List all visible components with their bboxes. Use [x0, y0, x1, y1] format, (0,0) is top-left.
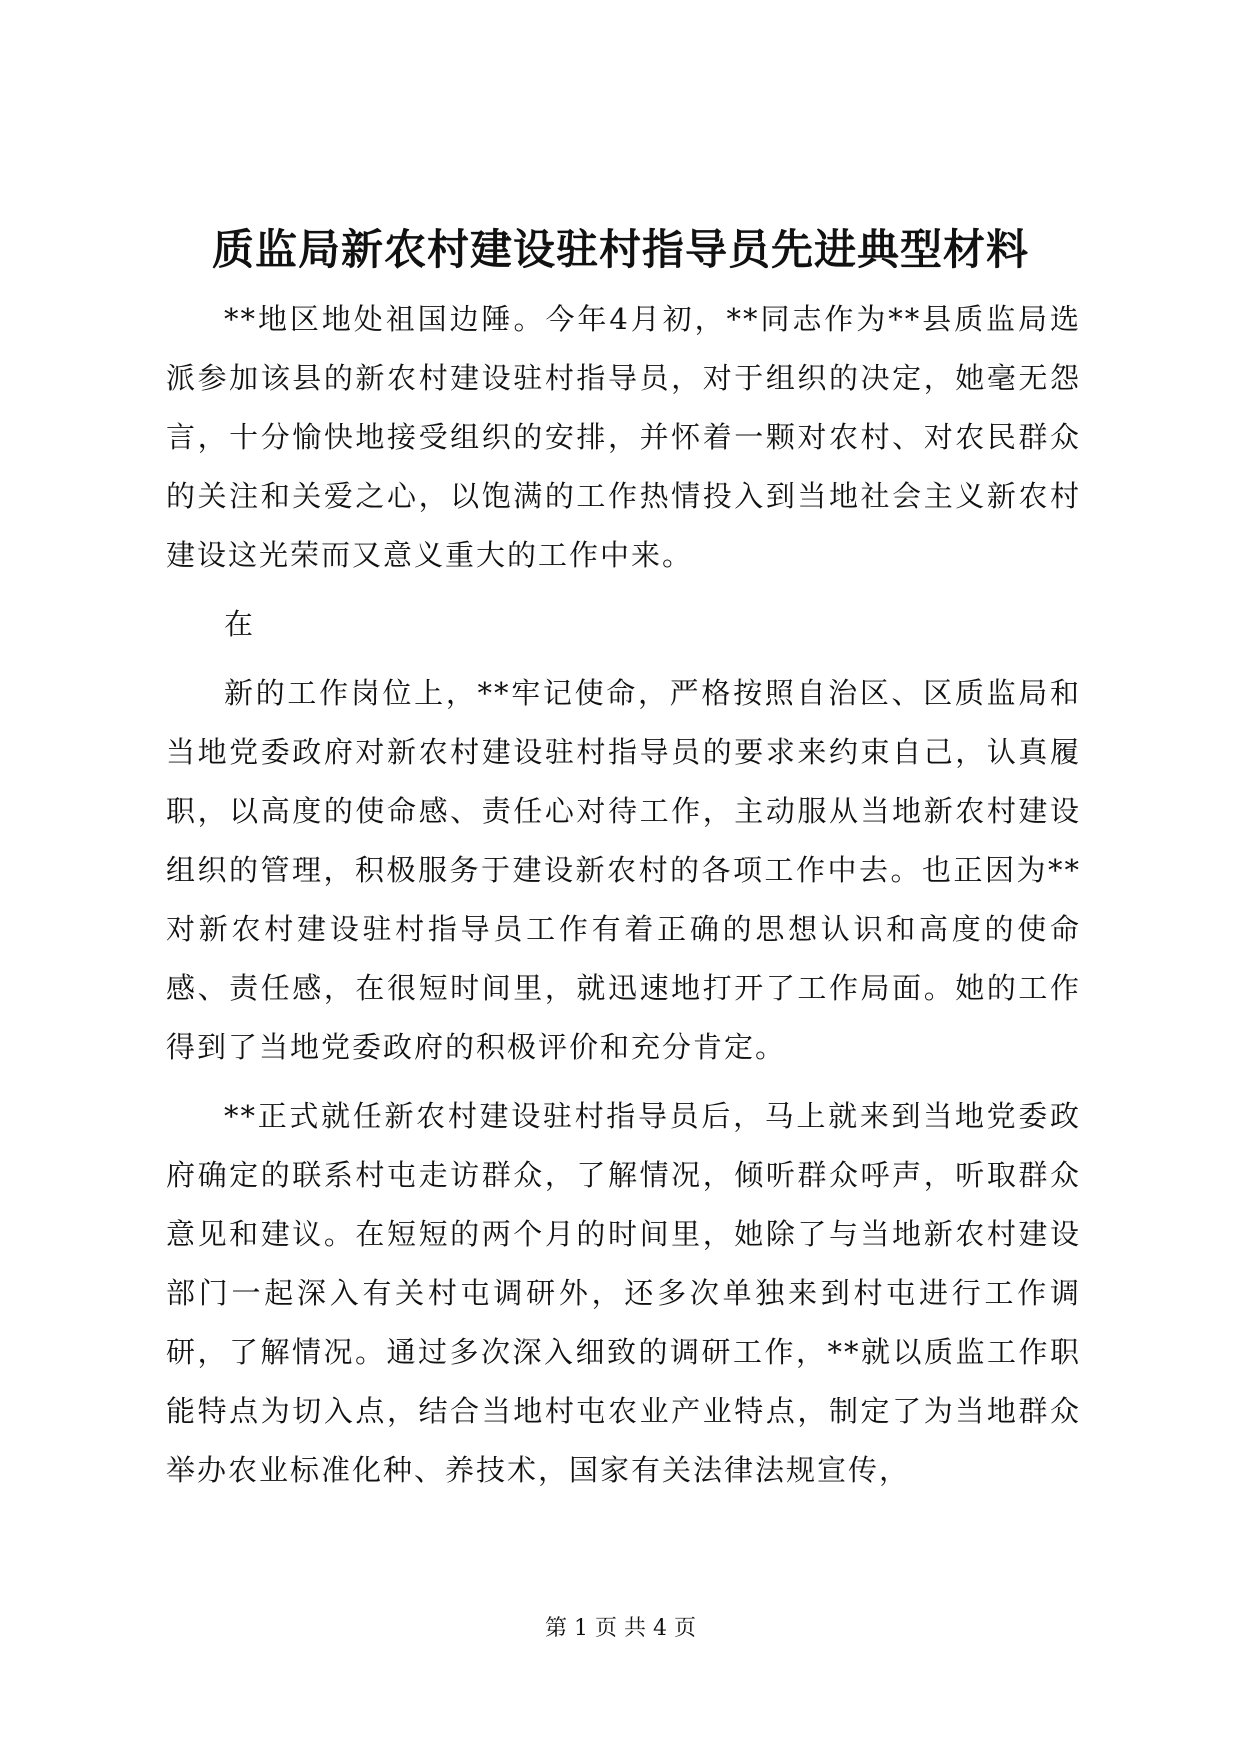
- document-title: 质监局新农村建设驻村指导员先进典型材料: [211, 225, 1029, 274]
- document-body: [166, 290, 1081, 1510]
- paragraph-1: **地区地处祖国边陲。今年4月初，**同志作为**县质监局选派参加该县的新农村建设驻村指导员，对于组织的决定，她毫无怨言，十分愉快地接受组织的安排，并怀着一颗对农村、对农民群众的关注和关爱之心，以饱满的工作热情投入到当地社会主义新农村建设这光荣而又意义重大的工作中来。: [166, 302, 1081, 572]
- page-footer: 第 1 页 共 4 页: [545, 1616, 696, 1641]
- paragraph-3: 新的工作岗位上，**牢记使命，严格按照自治区、区质监局和当地党委政府对新农村建设驻村指导员的要求来约束自己，认真履职，以高度的使命感、责任心对待工作，主动服从当地新农村建设组织的管理，积极服务于建设新农村的各项工作中去。也正因为**对新农村建设驻村指导员工作有着正确的思想认识和高度的使命感、责任感，在很短时间里，就迅速地打开了工作局面。她的工作得到了当地党委政府的积极评价和充分肯定。: [166, 676, 1081, 1064]
- paragraph-2: 在: [224, 607, 256, 641]
- paragraph-4: **正式就任新农村建设驻村指导员后，马上就来到当地党委政府确定的联系村屯走访群众，了解情况，倾听群众呼声，听取群众意见和建议。在短短的两个月的时间里，她除了与当地新农村建设部门一起深入有关村屯调研外，还多次单独来到村屯进行工作调研，了解情况。通过多次深入细致的调研工作，**就以质监工作职能特点为切入点，结合当地村屯农业产业特点，制定了为当地群众举办农业标准化种、养技术，国家有关法律法规宣传，: [166, 1099, 1081, 1487]
